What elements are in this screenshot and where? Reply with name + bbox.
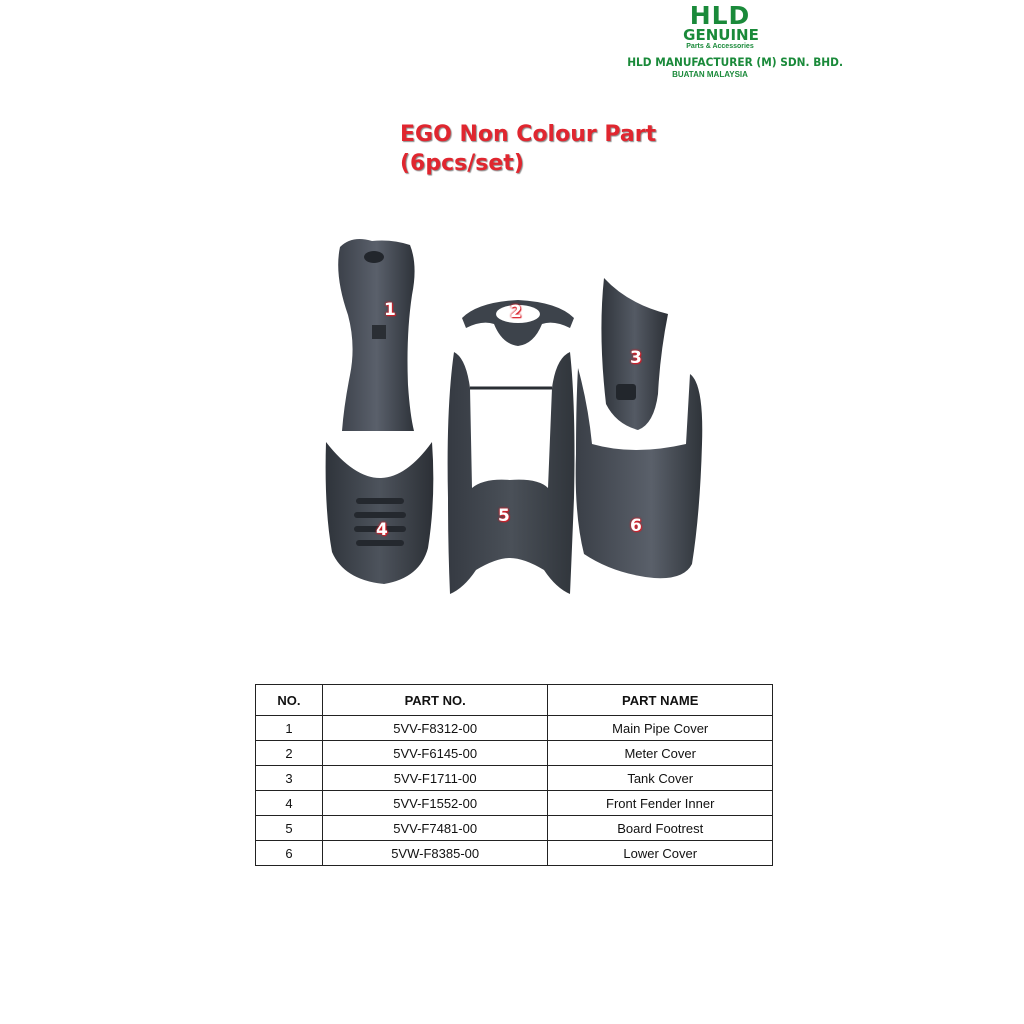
cell-part-no: 5VV-F8312-00 bbox=[322, 716, 548, 741]
cell-part-no: 5VV-F1711-00 bbox=[322, 766, 548, 791]
cell-part-no: 5VV-F7481-00 bbox=[322, 816, 548, 841]
cell-part-no: 5VV-F6145-00 bbox=[322, 741, 548, 766]
part-6-label: 6 bbox=[630, 516, 642, 536]
logo-genuine: GENUINE bbox=[683, 26, 759, 44]
part-1-image bbox=[332, 235, 422, 435]
part-5-label: 5 bbox=[498, 506, 510, 526]
logo-origin: BUATAN MALAYSIA bbox=[672, 70, 748, 79]
part-2-label: 2 bbox=[510, 302, 522, 322]
table-row bbox=[256, 716, 773, 741]
parts-table bbox=[255, 684, 773, 866]
header-part-no: PART NO. bbox=[322, 685, 548, 716]
header-no: NO. bbox=[256, 685, 323, 716]
cell-no: 6 bbox=[256, 841, 323, 866]
logo-tagline: Parts & Accessories bbox=[686, 43, 754, 50]
cell-part-name: Board Footrest bbox=[548, 816, 773, 841]
table-row bbox=[256, 741, 773, 766]
cell-part-no: 5VV-F1552-00 bbox=[322, 791, 548, 816]
cell-part-name: Tank Cover bbox=[548, 766, 773, 791]
part-3-label: 3 bbox=[630, 348, 642, 368]
header-part-name: PART NAME bbox=[548, 685, 773, 716]
cell-part-name: Front Fender Inner bbox=[548, 791, 773, 816]
part-6-image bbox=[574, 364, 706, 582]
cell-part-no: 5VW-F8385-00 bbox=[322, 841, 548, 866]
cell-no: 1 bbox=[256, 716, 323, 741]
table-header-row bbox=[256, 685, 773, 716]
cell-part-name: Lower Cover bbox=[548, 841, 773, 866]
cell-no: 5 bbox=[256, 816, 323, 841]
part-4-image bbox=[324, 438, 436, 588]
table-row bbox=[256, 816, 773, 841]
cell-no: 4 bbox=[256, 791, 323, 816]
cell-no: 3 bbox=[256, 766, 323, 791]
logo-company-name: HLD MANUFACTURER (M) SDN. BHD. bbox=[627, 55, 843, 69]
title-line-1: EGO Non Colour Part bbox=[400, 122, 657, 147]
company-logo bbox=[620, 1, 843, 88]
cell-no: 2 bbox=[256, 741, 323, 766]
cell-part-name: Meter Cover bbox=[548, 741, 773, 766]
table-row bbox=[256, 791, 773, 816]
cell-part-name: Main Pipe Cover bbox=[548, 716, 773, 741]
page-title bbox=[400, 120, 656, 178]
table-row bbox=[256, 841, 773, 866]
part-4-label: 4 bbox=[376, 520, 388, 540]
part-5-image bbox=[444, 348, 578, 598]
table-row bbox=[256, 766, 773, 791]
title-line-2: (6pcs/set) bbox=[400, 151, 524, 176]
parts-photo bbox=[320, 230, 710, 590]
logo-brand: HLD bbox=[689, 1, 751, 30]
part-1-label: 1 bbox=[384, 300, 396, 320]
